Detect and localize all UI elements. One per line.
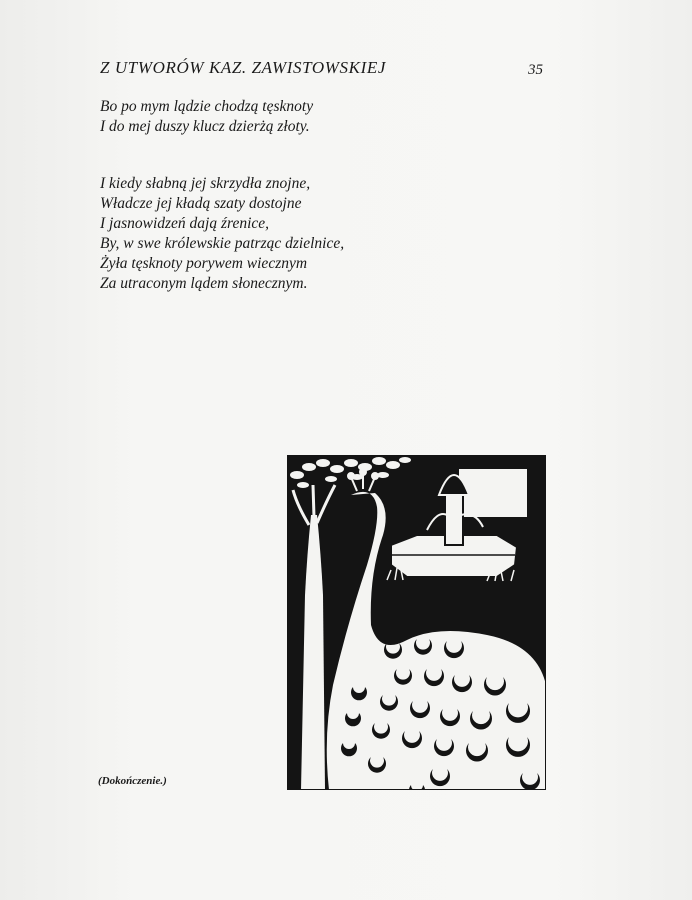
poem-line: Władcze jej kładą szaty dostojne — [100, 195, 302, 212]
poem-line: Bo po mym lądzie chodzą tęsknoty — [100, 98, 314, 115]
peacock-illustration — [287, 455, 546, 790]
poem-line: I do mej duszy klucz dzierżą złoty. — [100, 118, 310, 135]
poem-line: Za utraconym lądem słonecznym. — [100, 275, 308, 292]
running-header: Z UTWORÓW KAZ. ZAWISTOWSKIEJ — [100, 58, 386, 77]
peacock-fountain-icon — [287, 455, 546, 790]
poem-stanza-1 — [100, 97, 313, 137]
continuation-note: (Dokończenie.) — [98, 775, 167, 787]
poem-line: By, w swe królewskie patrząc dzielnice, — [100, 235, 345, 252]
poem-line: I kiedy słabną jej skrzydła znojne, — [100, 175, 311, 192]
poem-stanza-2 — [100, 174, 344, 294]
page-number: 35 — [528, 62, 543, 78]
poem-line: Żyła tęsknoty porywem wiecznym — [100, 255, 308, 272]
poem-line: I jasnowidzeń dają źrenice, — [100, 215, 270, 232]
